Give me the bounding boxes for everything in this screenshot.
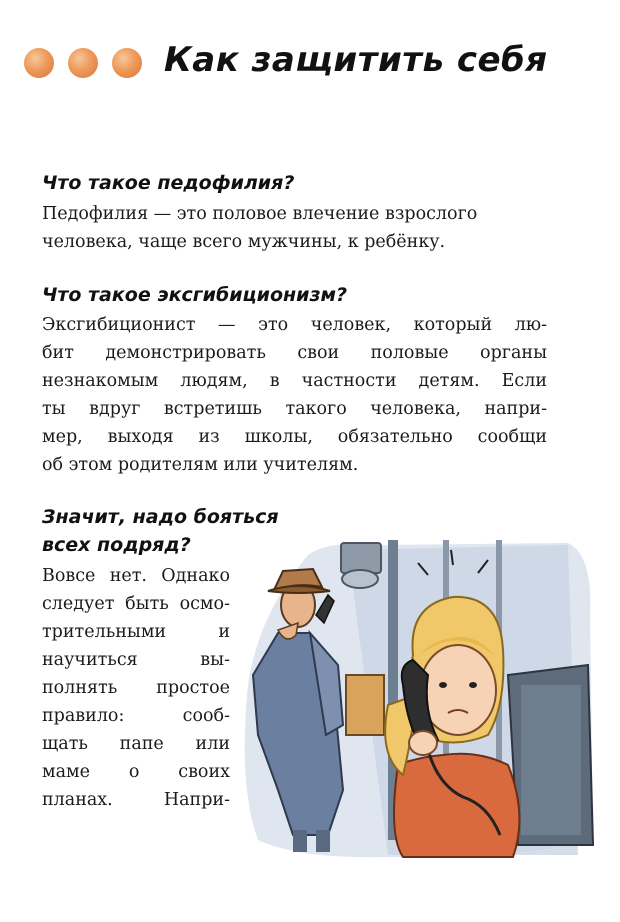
paragraph-line: полнять простое [42, 678, 230, 698]
paragraph-line: человека, чаще всего мужчины, к ребёнку. [42, 232, 446, 252]
paragraph-line: следует быть осмо- [42, 594, 230, 614]
paragraph-line: маме о своих [42, 762, 230, 782]
answer-paragraph [42, 200, 547, 256]
paragraph-line: Вовсе нет. Однако [42, 566, 230, 586]
paragraph-line: планах. Напри- [42, 790, 230, 810]
paragraph-line: щать папе или [42, 734, 230, 754]
orange-bullet-icon [24, 48, 54, 78]
paragraph-line: об этом родителям или учителям. [42, 455, 359, 475]
paragraph-line: Эксгибиционист — это человек, который лю- [42, 315, 547, 335]
paragraph-line: незнакомым людям, в частности детям. Если [42, 371, 547, 391]
page-title: Как защитить себя [164, 40, 548, 80]
question-heading: Значит, надо бояться [42, 506, 279, 528]
answer-paragraph [42, 311, 547, 479]
paragraph-line: Педофилия — это половое влечение взрослого [42, 204, 478, 224]
paragraph-line: научиться вы- [42, 650, 230, 670]
answer-paragraph [42, 562, 230, 814]
paragraph-line: трительными и [42, 622, 230, 642]
page-header [24, 36, 604, 96]
paragraph-line: правило: сооб- [42, 706, 230, 726]
paragraph-line: бит демонстрировать свои половые органы [42, 343, 547, 363]
man-and-girl-on-phone-illustration [238, 535, 598, 862]
paragraph-line: ты вдруг встретишь такого человека, напри- [42, 399, 547, 419]
paragraph-line: мер, выходя из школы, обязательно сообщи [42, 427, 547, 447]
question-heading: Что такое эксгибиционизм? [42, 284, 348, 306]
orange-bullet-icon [68, 48, 98, 78]
question-heading: всех подряд? [42, 534, 191, 556]
question-heading: Что такое педофилия? [42, 172, 295, 194]
orange-bullet-icon [112, 48, 142, 78]
